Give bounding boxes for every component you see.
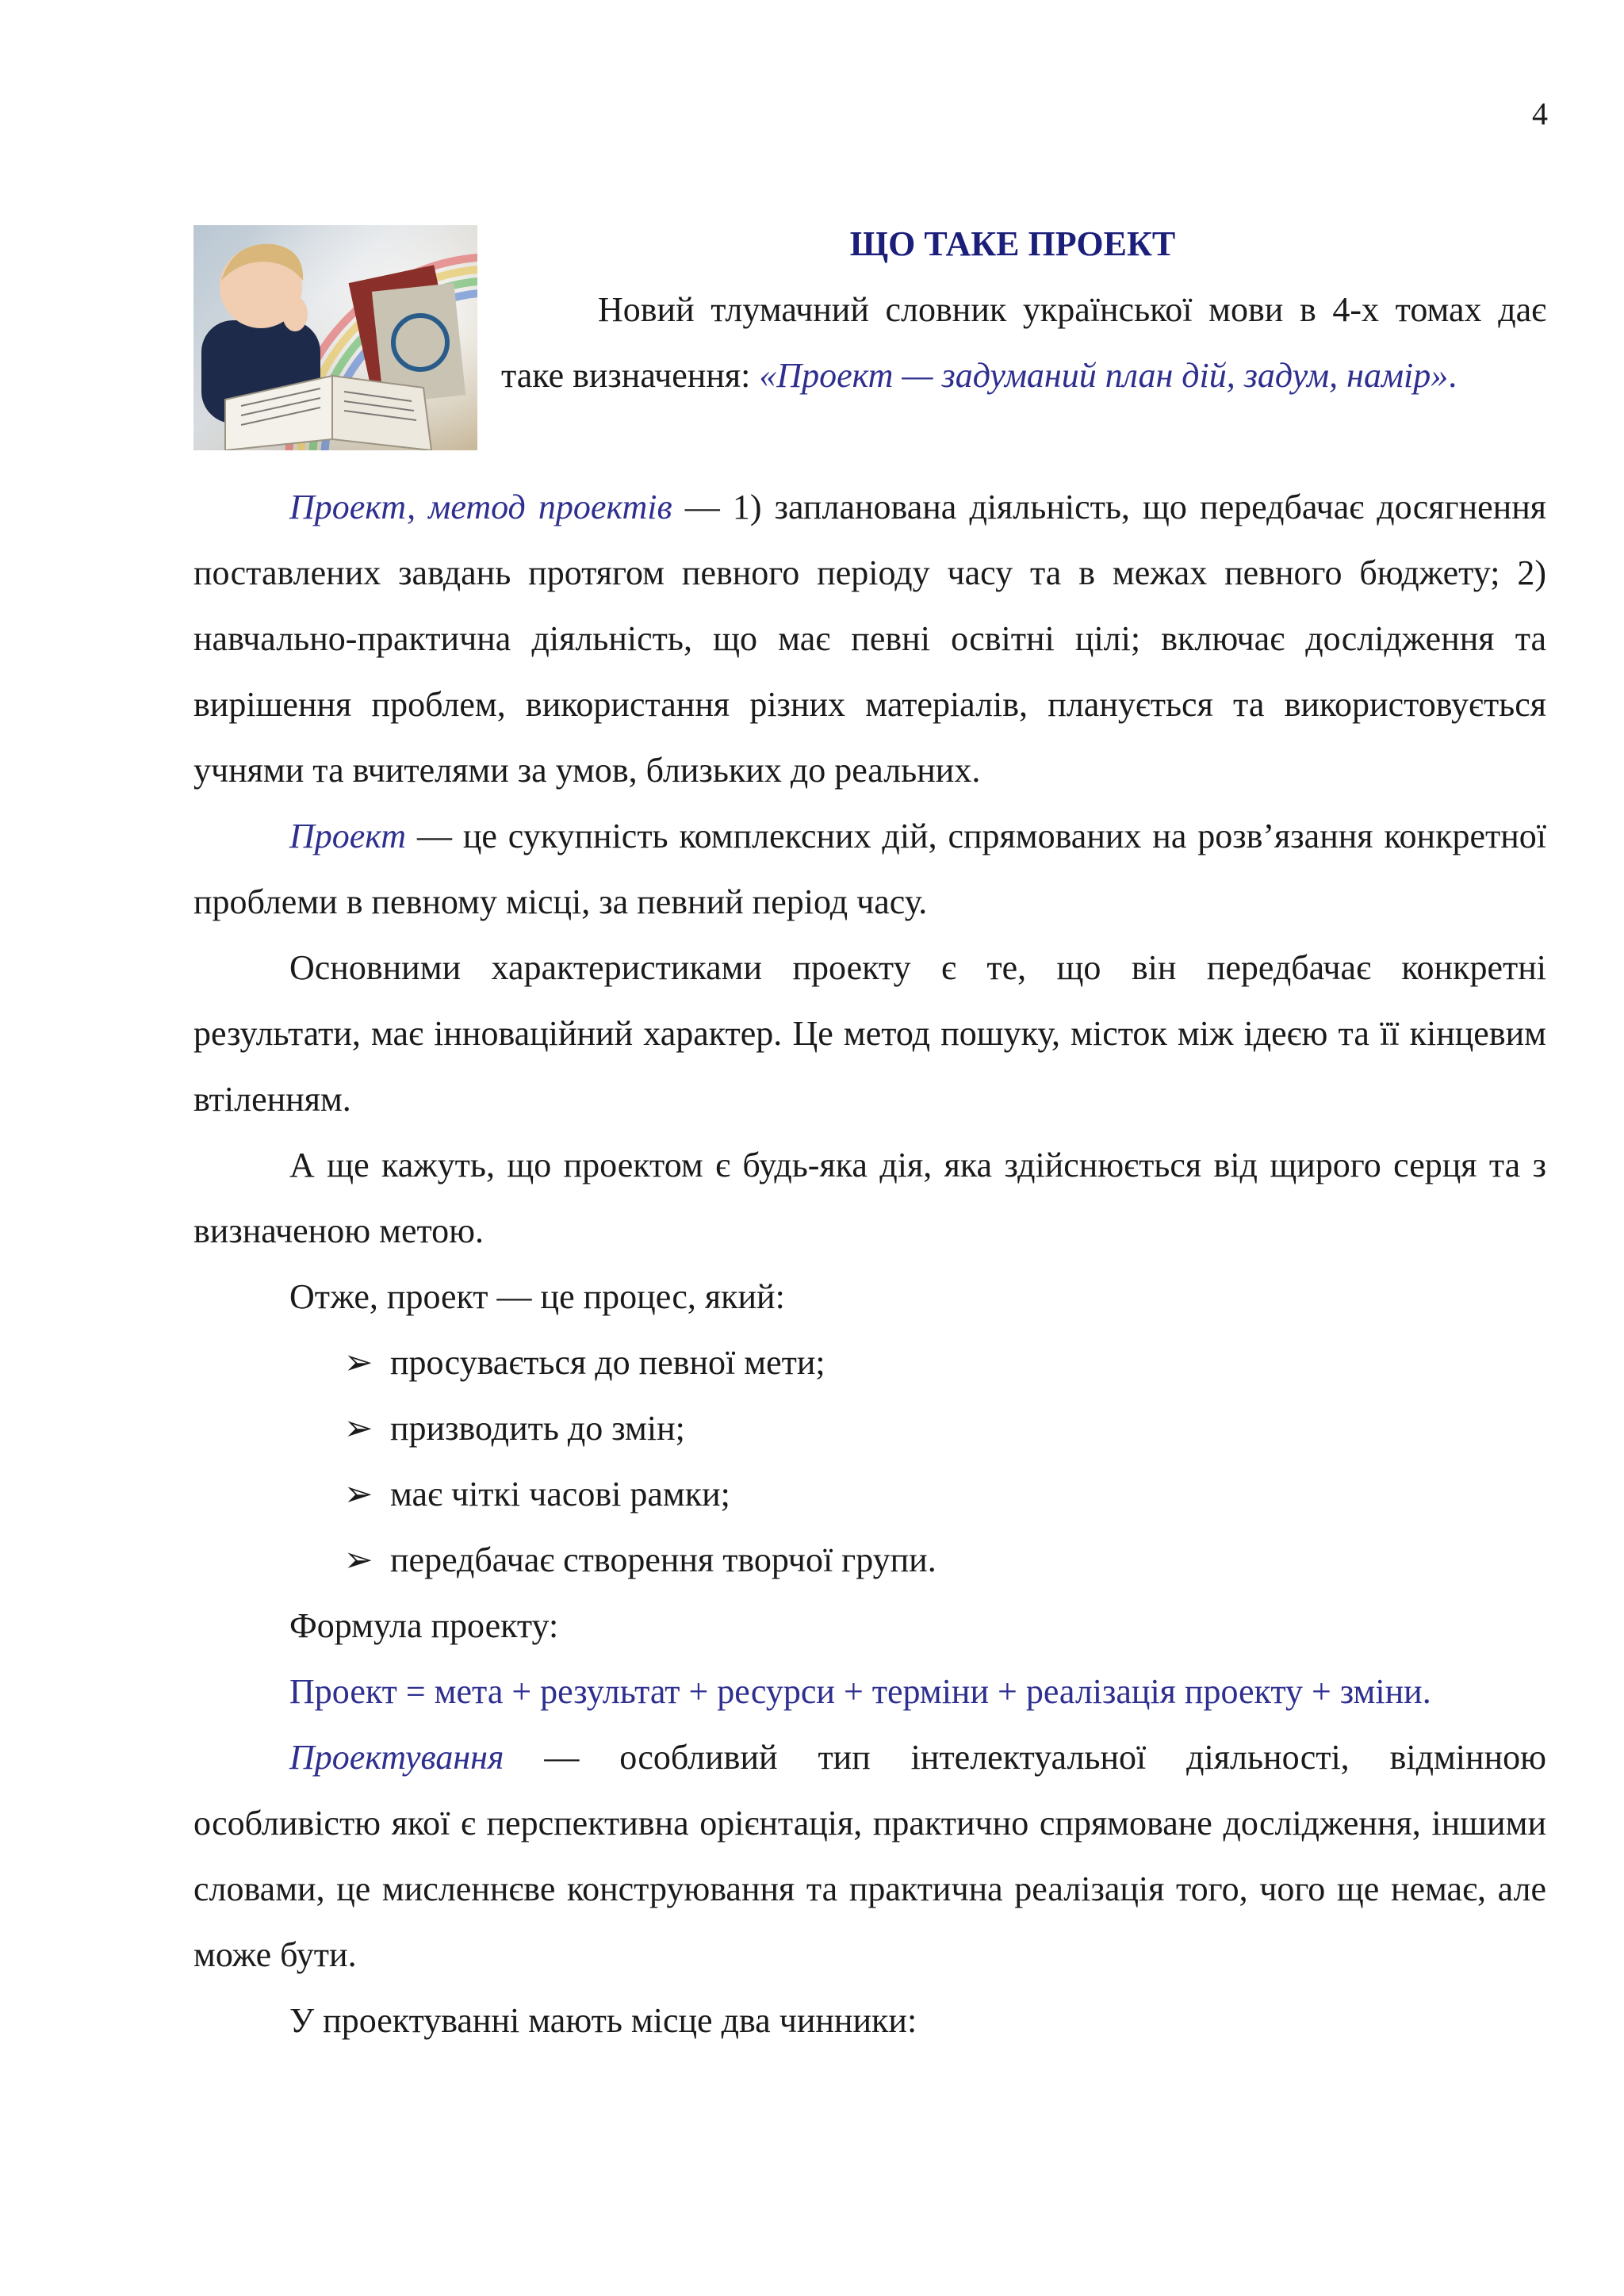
definition-design bbox=[193, 1724, 1546, 1988]
arrow-bullet-icon: ➢ bbox=[343, 1343, 373, 1382]
intro-lead: Новий тлумачний словник української мови в 4-х томах дає таке визначення: bbox=[501, 290, 1546, 395]
intro-paragraph bbox=[501, 277, 1546, 408]
dictionary-quote: «Проект — задуманий план дій, задум, намір» bbox=[759, 356, 1449, 395]
list-item: ➢ має чіткі часові рамки; bbox=[193, 1461, 1546, 1527]
page-title: ЩО ТАКЕ ПРОЕКТ bbox=[849, 224, 1176, 263]
factors-intro: У проектуванні мають місце два чинники: bbox=[289, 2001, 917, 2040]
project-formula: Проект = мета + результат + ресурси + терміни + реалізація проекту + зміни. bbox=[289, 1672, 1431, 1711]
definition-project bbox=[193, 803, 1546, 935]
definition-term: Проект bbox=[289, 817, 407, 855]
illustration-child-reading-book bbox=[193, 225, 477, 450]
list-item: ➢ просувається до певної мети; bbox=[193, 1330, 1546, 1395]
paragraph-characteristics: Основними характеристиками проекту є те, що він передбачає конкретні результати, має інноваційний характер. Це метод пошуку, місток між ідеєю та її кінцевим втіленням. bbox=[193, 948, 1546, 1119]
arrow-bullet-icon: ➢ bbox=[343, 1409, 373, 1448]
process-list bbox=[193, 1330, 1546, 1593]
arrow-bullet-icon: ➢ bbox=[343, 1475, 373, 1513]
illustration-graphic bbox=[193, 225, 477, 450]
formula-label: Формула проекту: bbox=[289, 1606, 559, 1645]
list-item: ➢ призводить до змін; bbox=[193, 1395, 1546, 1461]
arrow-bullet-icon: ➢ bbox=[343, 1540, 373, 1579]
definition-text: — це сукупність комплексних дій, спрямованих на розв’язання конкретної проблеми в певному місці, за певний період часу. bbox=[193, 817, 1546, 921]
definition-project-method bbox=[193, 474, 1546, 803]
definition-text: — особливий тип інтелектуальної діяльності, відмінною особливістю якої є перспективна орієнтація, практично спрямоване дослідження, іншими словами, це мисленнєве конструювання та практична реалізація того, чого ще немає, але може бути. bbox=[193, 1738, 1546, 1974]
definition-term: Проект, метод проектів bbox=[289, 488, 672, 526]
list-item: ➢ передбачає створення творчої групи. bbox=[193, 1527, 1546, 1593]
paragraph-heart: А ще кажуть, що проектом є будь-яка дія, яка здійснюється від щирого серця та з визначеною метою. bbox=[193, 1146, 1546, 1250]
main-text bbox=[193, 474, 1546, 2053]
page-number: 4 bbox=[1532, 96, 1548, 132]
child-hand bbox=[282, 297, 308, 331]
process-intro: Отже, проект — це процес, який: bbox=[289, 1277, 785, 1316]
quote-end: . bbox=[1448, 356, 1457, 395]
definition-text: — 1) запланована діяльність, що передбачає досягнення поставлених завдань протягом певного періоду часу та в межах певного бюджету; 2) навчально-практична діяльність, що має певні освітні цілі; включає дослідження та вирішення проблем, використання різних матеріалів, планується та використовується учнями та вчителями за умов, близьких до реальних. bbox=[193, 488, 1547, 790]
open-book-right-page bbox=[332, 376, 431, 450]
definition-term: Проектування bbox=[289, 1738, 504, 1777]
